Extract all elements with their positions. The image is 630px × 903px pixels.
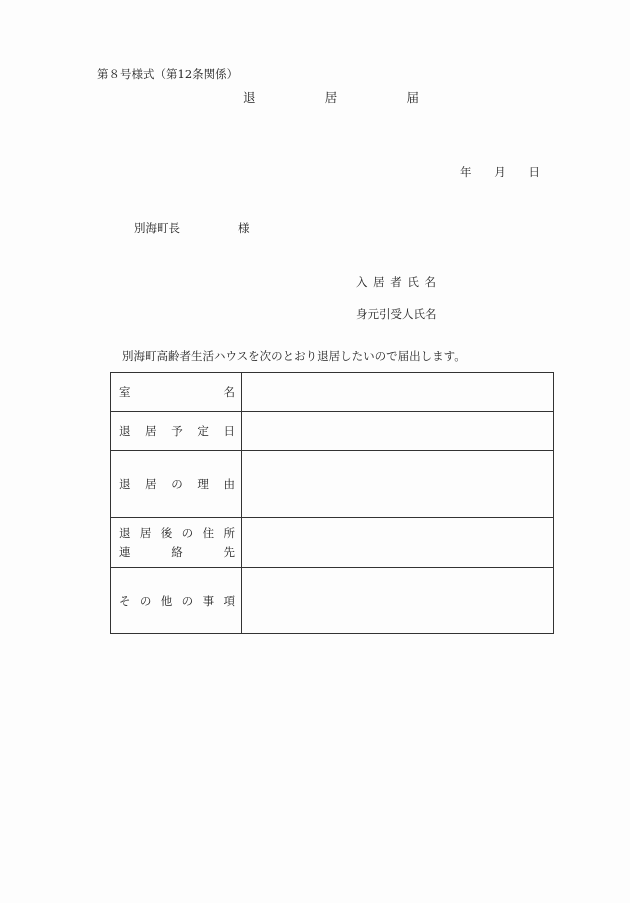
move-out-reason-field[interactable] <box>242 451 554 518</box>
date-line: 年 月 日 <box>460 165 540 179</box>
room-name-field[interactable] <box>242 373 554 412</box>
other-matters-label: そ の 他 の 事 項 <box>111 568 242 634</box>
addressee-honorific: 様 <box>238 221 250 235</box>
form-number: 第８号様式（第12条関係） <box>97 67 239 81</box>
new-address-contact-label: 退 居 後 の 住 所 連 絡 先 <box>111 518 242 568</box>
resident-name-label: 入 居 者 氏 名 <box>356 275 436 289</box>
addressee-name: 別海町長 <box>134 221 180 235</box>
table-row <box>111 451 554 518</box>
move-out-date-field[interactable] <box>242 412 554 451</box>
statement: 別海町高齢者生活ハウスを次のとおり退居したいので届出します。 <box>122 349 466 363</box>
table-row <box>111 412 554 451</box>
move-out-date-label: 退 居 予 定 日 <box>111 412 242 451</box>
new-address-contact-field[interactable] <box>242 518 554 568</box>
table-row <box>111 518 554 568</box>
move-out-reason-label: 退 居 の 理 由 <box>111 451 242 518</box>
guarantor-name-label: 身元引受人氏名 <box>356 307 437 321</box>
withdrawal-form-table <box>110 372 554 634</box>
table-row <box>111 373 554 412</box>
document-title: 退 居 届 <box>243 90 419 105</box>
table-row <box>111 568 554 634</box>
room-name-label: 室 名 <box>111 373 242 412</box>
other-matters-field[interactable] <box>242 568 554 634</box>
